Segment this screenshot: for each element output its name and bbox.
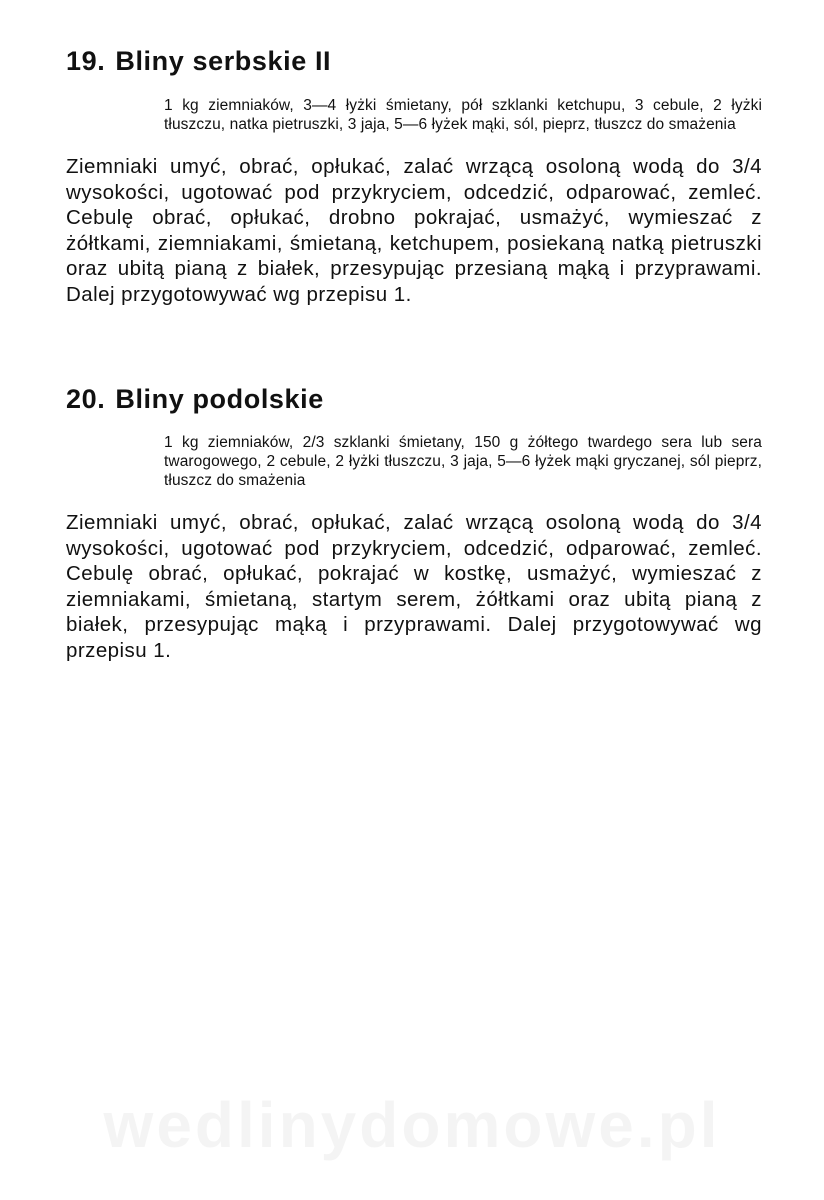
- recipe-number: 19.: [66, 46, 106, 76]
- recipe-title: [66, 382, 762, 416]
- method-text: Ziemniaki umyć, obrać, opłukać, zalać wrzącą osoloną wodą do 3/4 wysokości, ugotować pod przykryciem, odcedzić, odparować, zemleć. Cebulę obrać, opłukać, pokrajać w kostkę, usmażyć, wymieszać z ziemniakami, śmietaną, startym serem, żółtkami oraz ubitą pianą z białek, przesypując mąką i przyprawami. Dalej przygotowywać wg przepisu 1.: [66, 511, 762, 662]
- recipe-name: Bliny serbskie II: [115, 46, 332, 76]
- recipe-title: [66, 44, 762, 78]
- recipe-19: [66, 44, 762, 307]
- method-text: Ziemniaki umyć, obrać, opłukać, zalać wrzącą osoloną wodą do 3/4 wysokości, ugotować pod przykryciem, odcedzić, odparować, zemleć. Cebulę obrać, opłukać, drobno pokrajać, usmażyć, wymieszać z żółtkami, ziemniakami, śmietaną, ketchupem, posiekaną natką pietruszki oraz ubitą pianą z białek, przesypując przesianą mąką i przyprawami. Dalej przygotowywać wg przepisu 1.: [66, 155, 762, 306]
- recipe-20: [66, 382, 762, 663]
- recipe-number: 20.: [66, 384, 106, 414]
- ingredients-list: 1 kg ziemniaków, 2/3 szklanki śmietany, 150 g żółtego twardego sera lub sera twarogowego, 2 cebule, 2 łyżki tłuszczu, 3 jaja, 5—6 łyżek mąki gryczanej, sól pieprz, tłuszcz do smażenia: [164, 434, 762, 489]
- watermark: [0, 1088, 824, 1162]
- ingredients-list: 1 kg ziemniaków, 3—4 łyżki śmietany, pół szklanki ketchupu, 3 cebule, 2 łyżki tłuszczu, natka pietruszki, 3 jaja, 5—6 łyżek mąki, sól, pieprz, tłuszcz do smażenia: [164, 97, 762, 133]
- recipe-name: Bliny podolskie: [115, 384, 324, 414]
